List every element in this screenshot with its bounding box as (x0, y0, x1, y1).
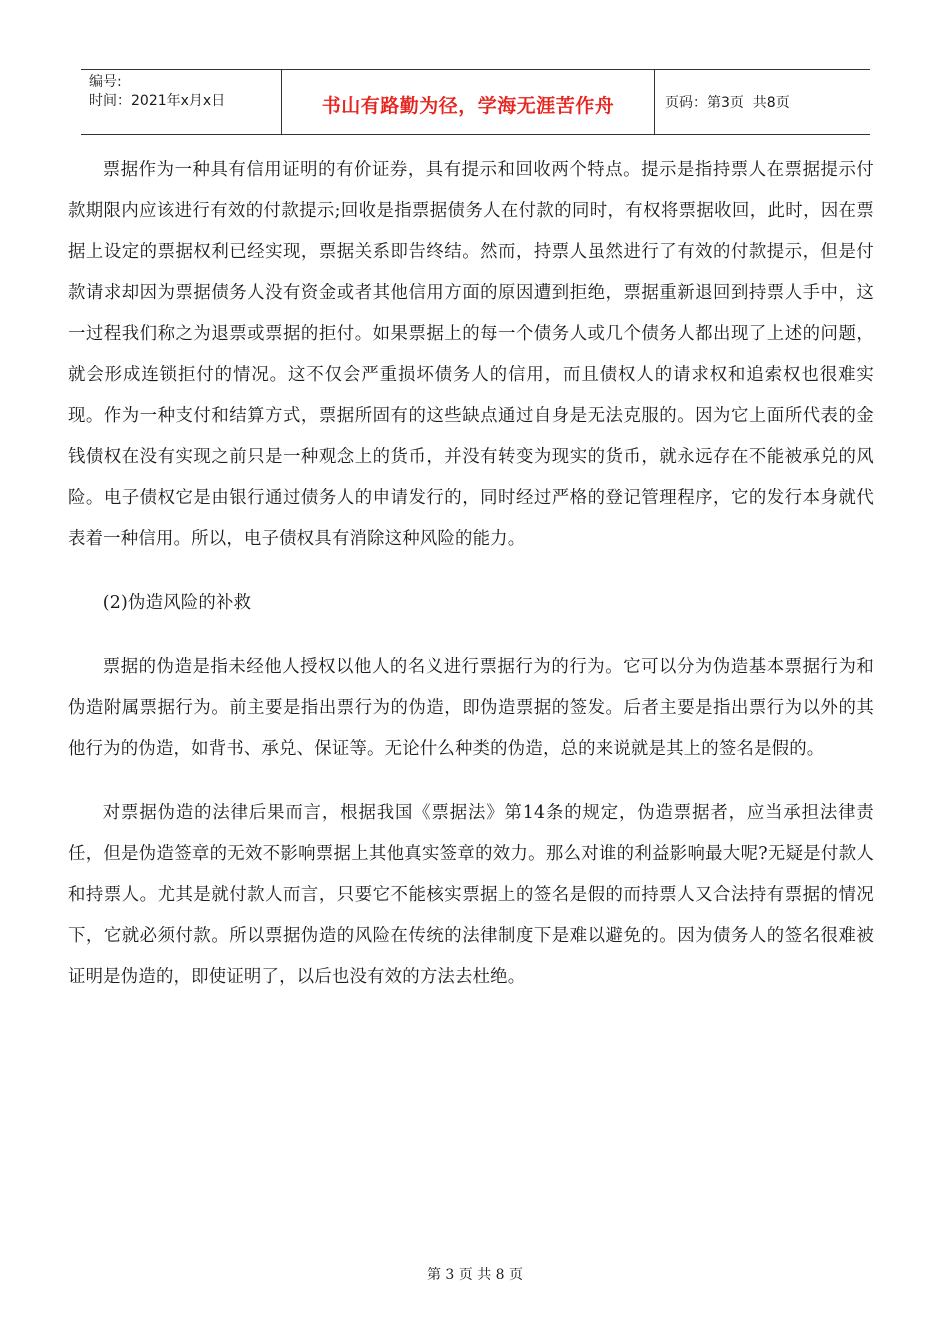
header-meta-cell (81, 70, 282, 134)
footer-page-number: 第 3 页 共 8 页 (426, 1267, 524, 1283)
section-heading-forgery: (2)伪造风险的补救 (102, 593, 252, 613)
page-label: 页码：第3页 共8页 (665, 95, 790, 111)
paragraph-forgery-consequence: 对票据伪造的法律后果而言，根据我国《票据法》第14条的规定，伪造票据者，应当承担法律责任，但是伪造签章的无效不影响票据上其他真实签章的效力。那么对谁的利益影响最大呢?无疑是付款人和持票人。尤其是就付款人而言，只要它不能核实票据上的签名是假的而持票人又合法持有票据的情况下，它就必须付款。所以票据伪造的风险在传统的法律制度下是难以避免的。因为债务人的签名很难被证明是伪造的，即使证明了，以后也没有效的方法去杜绝。 (68, 803, 874, 987)
paragraph-forgery-definition: 票据的伪造是指未经他人授权以他人的名义进行票据行为的行为。它可以分为伪造基本票据行为和伪造附属票据行为。前主要是指出票行为的伪造，即伪造票据的签发。后者主要是指出票行为以外的其他行为的伪造，如背书、承兑、保证等。无论什么种类的伪造，总的来说就是其上的签名是假的。 (68, 657, 874, 759)
time-label: 时间：2021年x月x日 (89, 93, 226, 109)
paragraph-dishonor-risk: 票据作为一种具有信用证明的有价证券，具有提示和回收两个特点。提示是指持票人在票据提示付款期限内应该进行有效的付款提示;回收是指票据债务人在付款的同时，有权将票据收回，此时，因在票据上设定的票据权利已经实现，票据关系即告终结。然而，持票人虽然进行了有效的付款提示，但是付款请求却因为票据债务人没有资金或者其他信用方面的原因遭到拒绝，票据重新退回到持票人手中，这一过程我们称之为退票或票据的拒付。如果票据上的每一个债务人或几个债务人都出现了上述的问题，就会形成连锁拒付的情况。这不仅会严重损坏债务人的信用，而且债权人的请求权和追索权也很难实现。作为一种支付和结算方式，票据所固有的这些缺点通过自身是无法克服的。因为它上面所代表的金钱债权在没有实现之前只是一种观念上的货币，并没有转变为现实的货币，就永远存在不能被承兑的风险。电子债权它是由银行通过债务人的申请发行的，同时经过严格的登记管理程序，它的发行本身就代表着一种信用。所以，电子债权具有消除这种风险的能力。 (68, 160, 874, 549)
page-footer (0, 1264, 950, 1284)
header-table (81, 69, 870, 135)
motto-text: 书山有路勤为径，学海无涯苦作舟 (321, 94, 615, 117)
header-motto-cell (282, 70, 655, 134)
number-label: 编号: (89, 74, 122, 90)
header-page-cell (655, 70, 870, 134)
document-body (68, 150, 874, 998)
